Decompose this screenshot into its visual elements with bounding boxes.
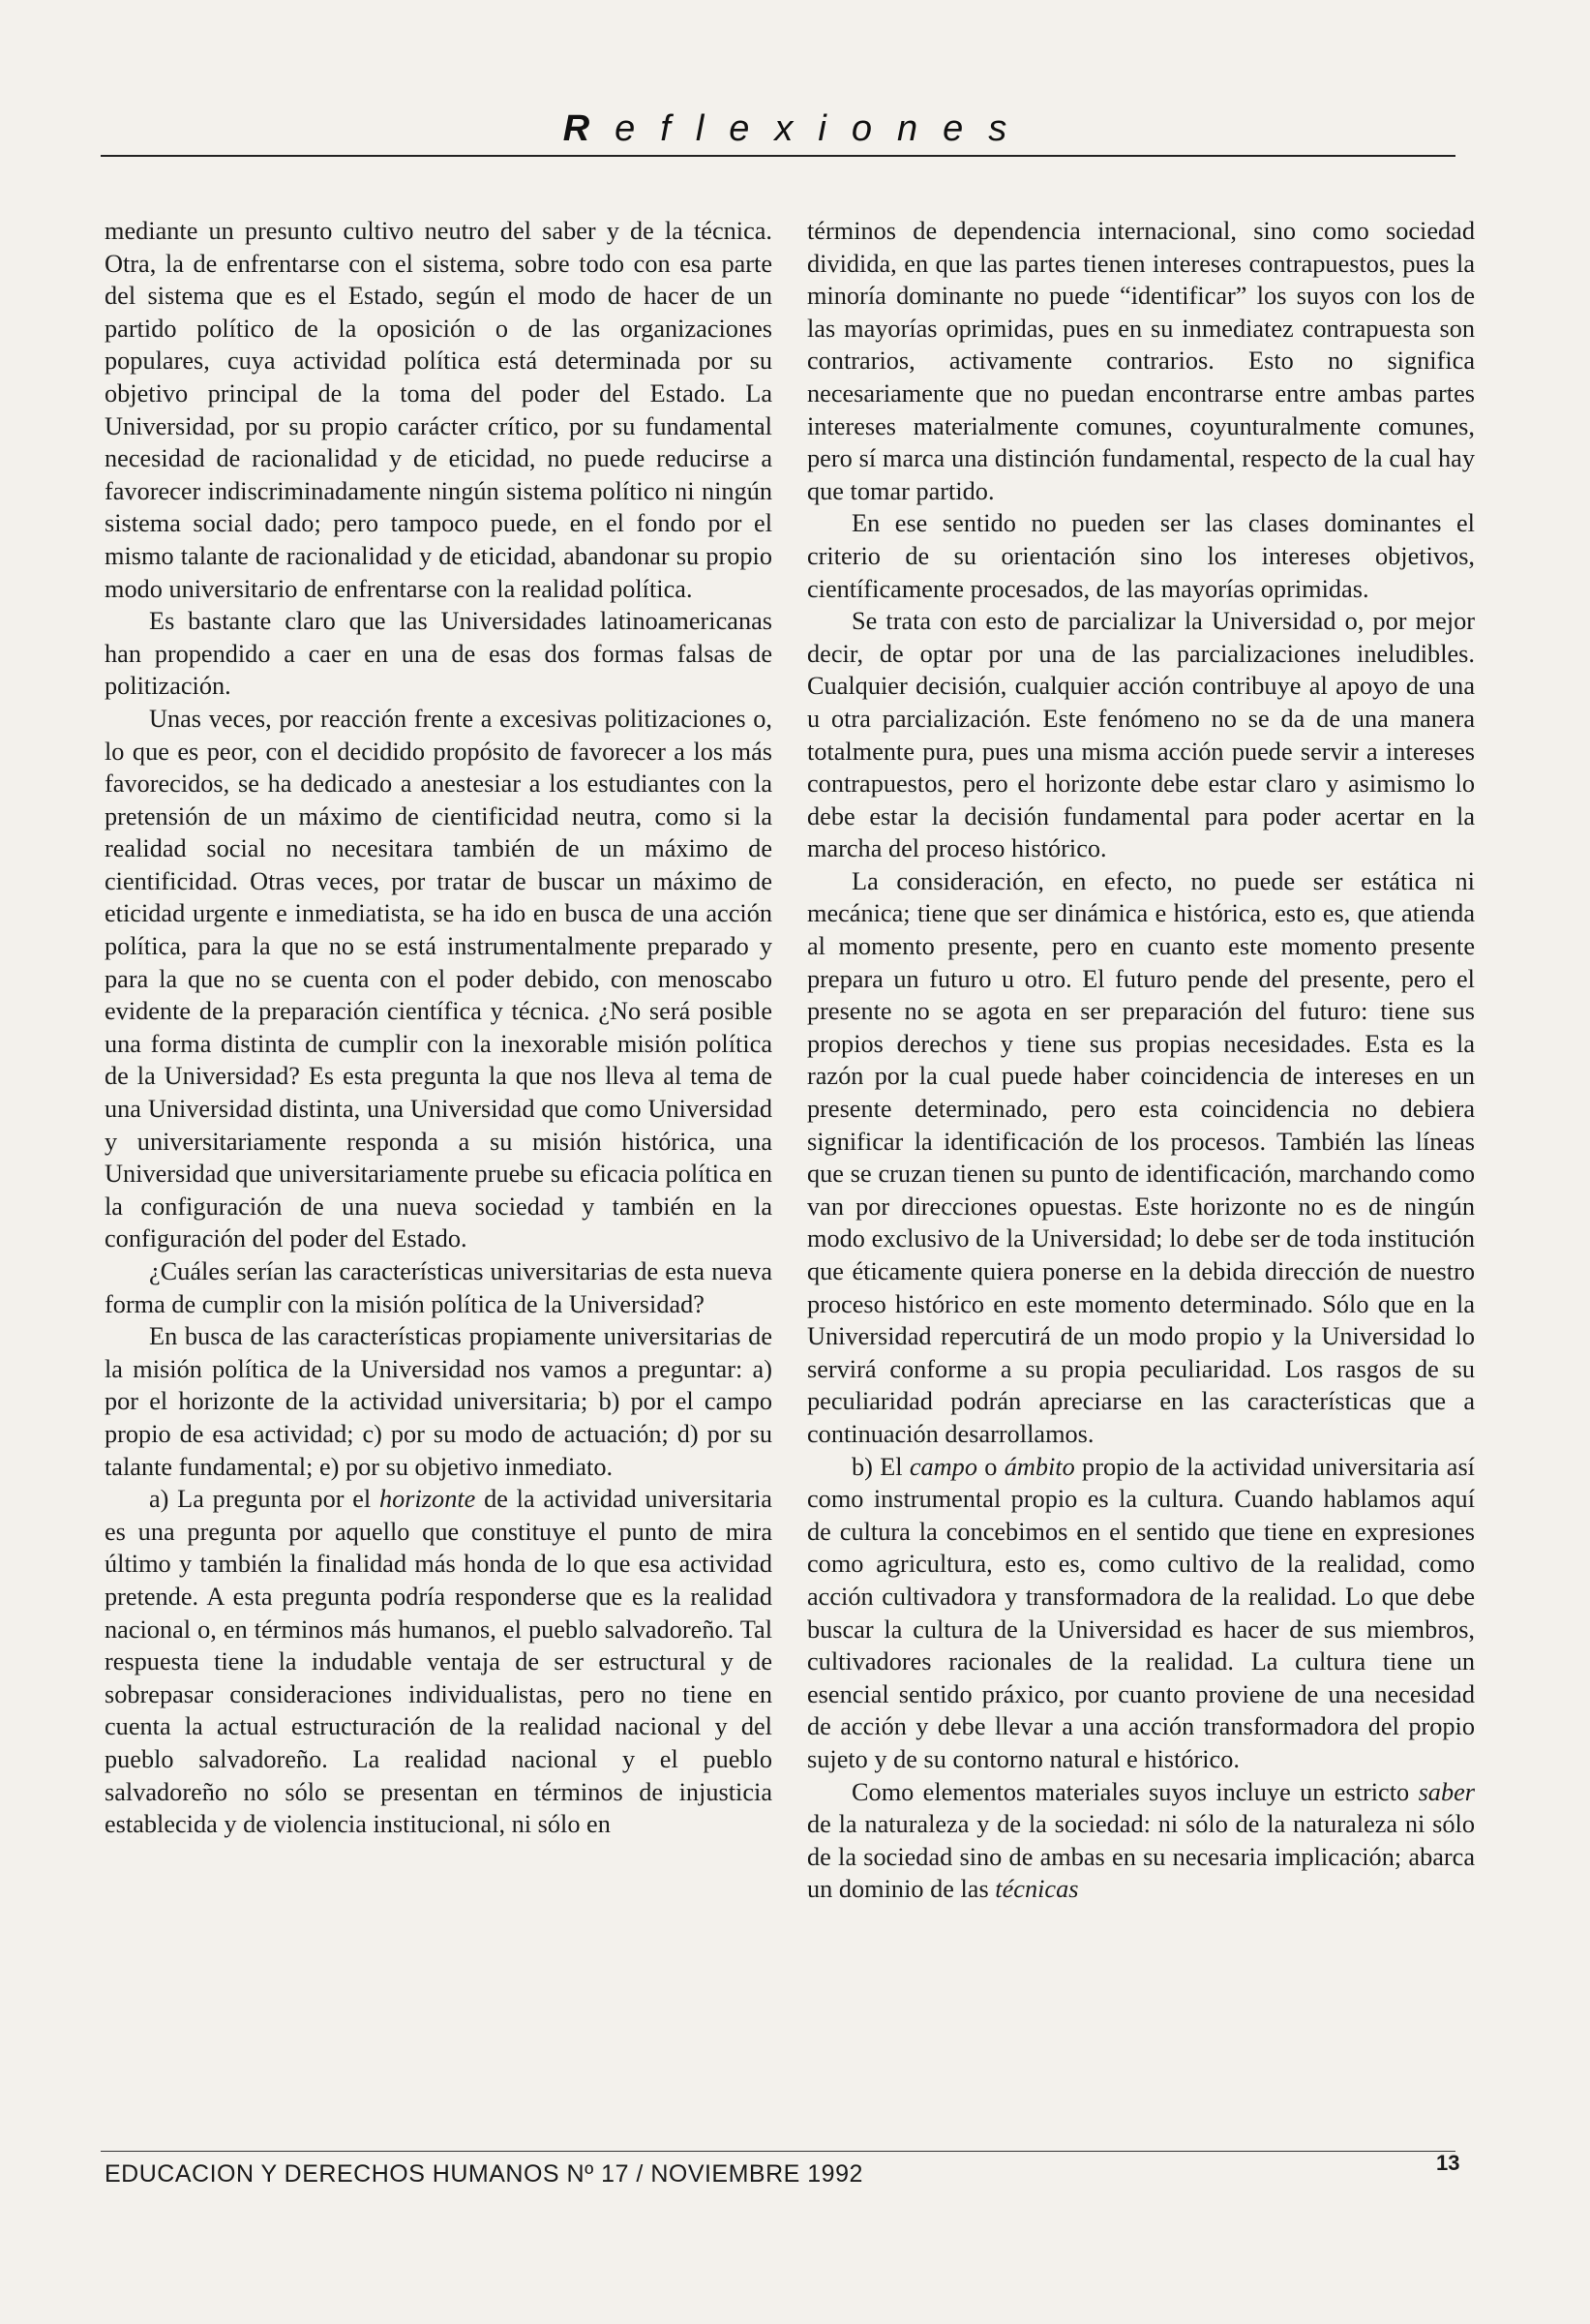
paragraph [807, 1776, 1475, 1906]
header-divider [101, 155, 1455, 157]
paragraph: En ese sentido no pueden ser las clases dominantes el criterio de su orientación sino los intereses objetivos, científicamente procesados, de las mayorías oprimidas. [807, 509, 1475, 603]
emphasis: técnicas [995, 1875, 1079, 1904]
paragraph [807, 1451, 1475, 1776]
section-title [563, 108, 1033, 150]
paragraph: Unas veces, por reacción frente a excesivas politizaciones o, lo que es peor, con el decidido propósito de favorecer a los más favorecidos, se ha dedicado a anestesiar a los estudiantes con la pretensión de un máximo de cientificidad neutra, como si la realidad social no necesitara también de un máximo de cientificidad. Otras veces, por tratar de buscar un máximo de eticidad urgente e inmediatista, se ha ido en busca de una acción política, para la que no se está instrumentalmente preparado y para la que no se cuenta con el poder debido, con menoscabo evidente de la preparación científica y técnica. ¿No será posible una forma distinta de cumplir con la inexorable misión política de la Universidad? Es esta pregunta la que nos lleva al tema de una Universidad distinta, una Universidad que como Universidad y universitariamente responda a su misión histórica, una Universidad que universitariamente pruebe su eficacia política en la configuración de una nueva sociedad y también en la configuración del poder del Estado. [105, 704, 772, 1253]
paragraph: Se trata con esto de parcializar la Universidad o, por mejor decir, de optar por una de las parcializaciones ineludibles. Cualquier decisión, cualquier acción contribuye al apoyo de una u otra parcialización. Este fenómeno no se da de una manera totalmente pura, pues una misma acción puede servir a intereses contrapuestos, pero el horizonte debe estar claro y asimismo lo debe estar la decisión fundamental para poder acertar en la marcha del proceso histórico. [807, 607, 1475, 863]
paragraph: términos de dependencia internacional, sino como sociedad dividida, en que las partes tienen intereses contrapuestos, pues la minoría dominante no puede “identificar” los suyos con los de las mayorías oprimidas, pues en su inmediatez contrapuesta son contrarios, activamente contrarios. Esto no significa necesariamente que no puedan encontrarse entre ambas partes intereses materialmente comunes, coyunturalmente comunes, pero sí marca una distinción fundamental, respecto de la cual hay que tomar partido. [807, 217, 1475, 505]
section-title-initial: R [562, 108, 615, 149]
emphasis: campo [909, 1452, 977, 1481]
emphasis: ámbito [1004, 1452, 1075, 1481]
text-run: a) La pregunta por el [149, 1485, 379, 1514]
footer-divider [101, 2151, 1455, 2152]
text-run: Como elementos materiales suyos incluye un estricto [852, 1777, 1419, 1806]
paragraph: La consideración, en efecto, no puede ser estática ni mecánica; tiene que ser dinámica e histórica, esto es, que atienda al momento presente, pero en cuanto este momento presente prepara un futuro u otro. El futuro pende del presente, pero el presente no se agota en ser preparación del futuro: tiene sus propios derechos y tiene sus propias necesidades. Esta es la razón por la cual puede haber coincidencia de intereses en un presente determinado, pero esta coincidencia no debiera significar la identificación de los procesos. También las líneas que se cruzan tienen su punto de identificación, marchando como van por direcciones opuestas. Este horizonte no es de ningún modo exclusivo de la Universidad; lo debe ser de toda institución que éticamente quiera ponerse en la debida dirección de nuestro proceso histórico en este momento determinado. Sólo que en la Universidad repercutirá de un modo propio y la Universidad lo servirá conforme a su propia peculiaridad. Los rasgos de su peculiaridad podrán apreciarse en las características que a continuación desarrollamos. [807, 866, 1475, 1448]
text-run: b) El [852, 1452, 910, 1481]
text-run: de la naturaleza y de la sociedad: ni sólo de la naturaleza ni sólo de la sociedad sino de ambas en su necesaria implicación; abarca un dominio de las [807, 1810, 1475, 1904]
running-header [101, 108, 1455, 150]
paragraph: mediante un presunto cultivo neutro del saber y de la técnica. Otra, la de enfrentarse con el sistema, sobre todo con esa parte del sistema que es el Estado, según el modo de hacer de un partido político de la oposición o de las organizaciones populares, cuya actividad política está determinada por su objetivo principal de la toma del poder del Estado. La Universidad, por su propio carácter crítico, por su fundamental necesidad de racionalidad y de eticidad, no puede reducirse a favorecer indiscriminadamente ningún sistema político ni ningún sistema social dado; pero tampoco puede, en el fondo por el mismo talante de racionalidad y de eticidad, abandonar su propio modo universitario de enfrentarse con la realidad política. [105, 217, 772, 603]
emphasis: saber [1418, 1777, 1475, 1806]
publication-footer: EDUCACION Y DERECHOS HUMANOS Nº 17 / NOVIEMBRE 1992 [105, 2160, 863, 2188]
text-run: propio de la actividad universitaria así como instrumental propio es la cultura. Cuando hablamos aquí de cultura la concebimos en el sentido que tiene en expresiones como agricultura, esto es, como cultivo de la realidad, como acción cultivadora y transformadora de la realidad. Lo que debe buscar la cultura de la Universidad es hacer de sus miembros, cultivadores racionales de la realidad. La cultura tiene un esencial sentido práxico, por cuanto proviene de una necesidad de acción y debe llevar a una acción transformadora del propio sujeto y de su contorno natural e histórico. [807, 1452, 1475, 1773]
right-column [807, 215, 1475, 1906]
paragraph: En busca de las características propiamente universitarias de la misión política de la Universidad nos vamos a preguntar: a) por el horizonte de la actividad universitaria; b) por el campo propio de esa actividad; c) por su modo de actuación; d) por su talante fundamental; e) por su objetivo inmediato. [105, 1322, 772, 1481]
page-number: 13 [1436, 2151, 1460, 2175]
emphasis: horizonte [378, 1485, 476, 1514]
paragraph: ¿Cuáles serían las características universitarias de esta nueva forma de cumplir con la misión política de la Universidad? [105, 1257, 772, 1318]
text-run: de la actividad universitaria es una pregunta por aquello que constituye el punto de mira último y también la finalidad más honda de lo que esa actividad pretende. A esta pregunta podría responderse que es la realidad nacional o, en términos más humanos, el pueblo salvadoreño. Tal respuesta tiene la indudable ventaja de ser estructural y de sobrepasar consideraciones individualistas, pero no tiene en cuenta la actual estructuración de la realidad nacional y del pueblo salvadoreño. La realidad nacional y el pueblo salvadoreño no sólo se presentan en términos de injusticia establecida y de violencia institucional, ni sólo en [105, 1485, 772, 1839]
text-run: o [976, 1452, 1005, 1481]
paragraph: Es bastante claro que las Universidades latinoamericanas han propendido a caer en una de esas dos formas falsas de politización. [105, 607, 772, 701]
paragraph [105, 1483, 772, 1841]
left-column [105, 215, 772, 1841]
section-title-rest: eflexiones [615, 108, 1033, 149]
